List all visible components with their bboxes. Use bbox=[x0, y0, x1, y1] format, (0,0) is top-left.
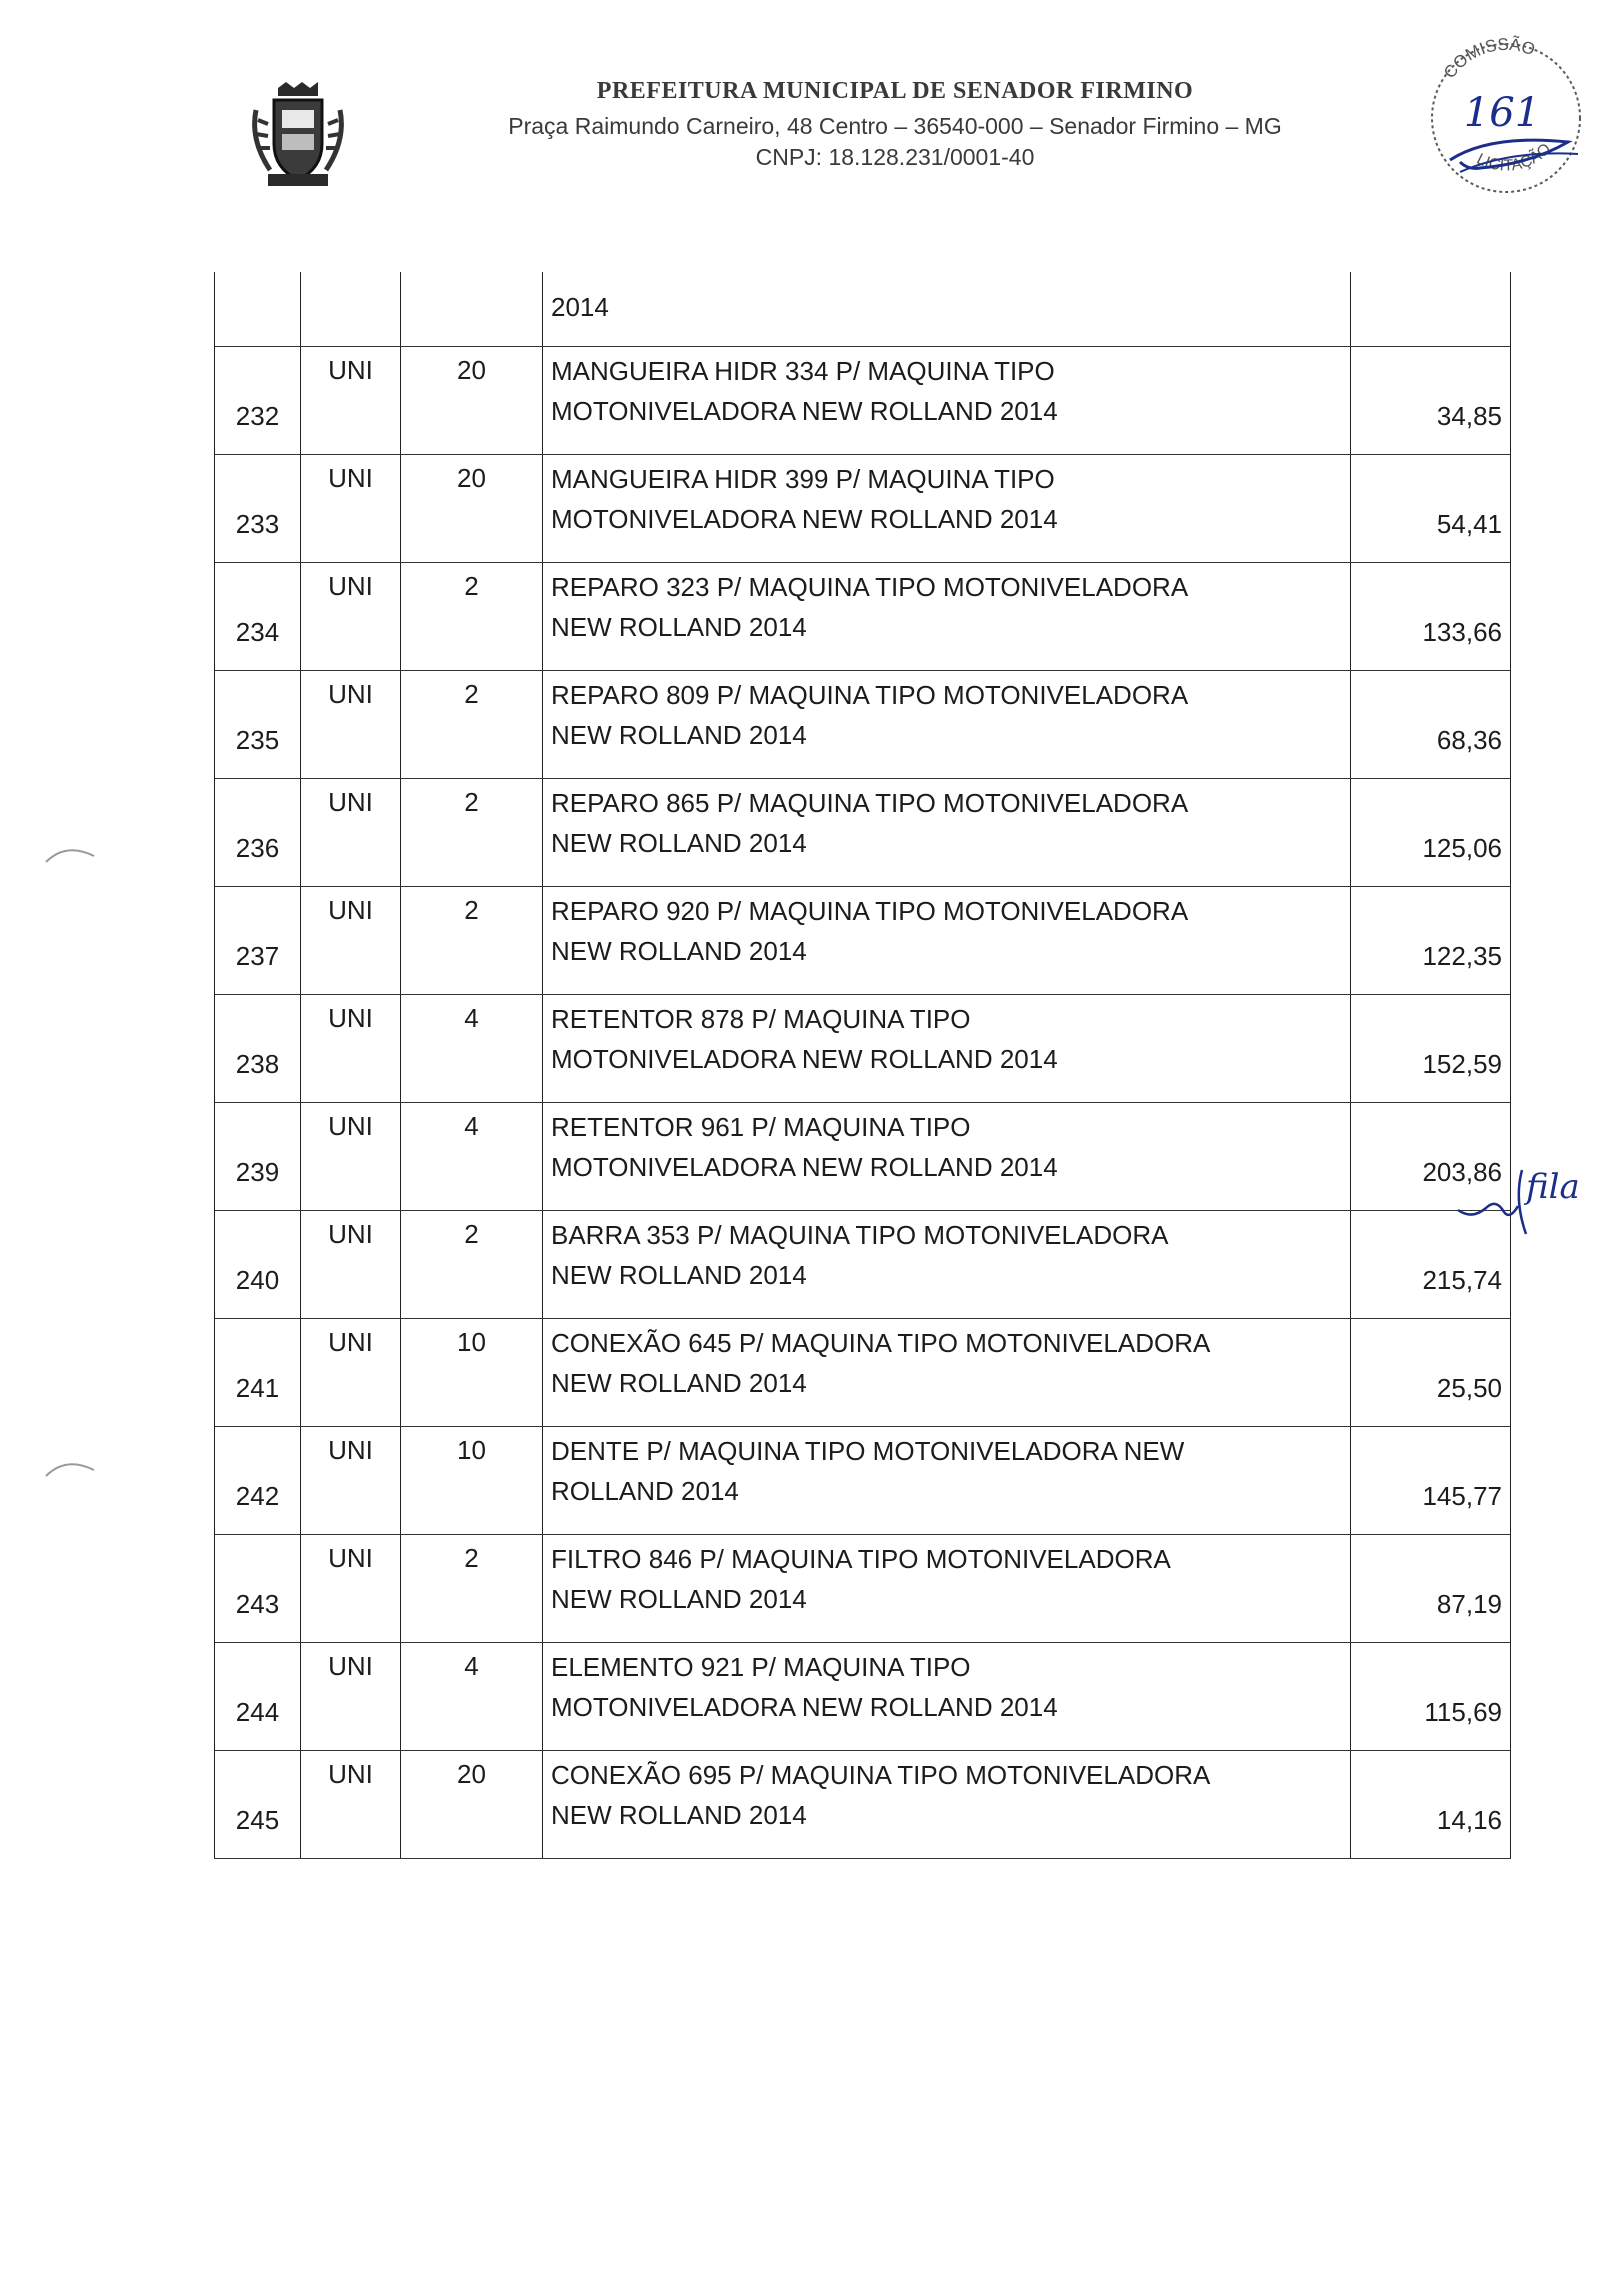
item-number-cell bbox=[215, 994, 301, 1102]
item-number: 241 bbox=[235, 1372, 280, 1403]
item-quantity: 4 bbox=[464, 1002, 479, 1033]
quantity-cell bbox=[401, 1318, 543, 1426]
unit-cell bbox=[301, 1642, 401, 1750]
quantity-cell bbox=[401, 1102, 543, 1210]
item-number: 238 bbox=[235, 1048, 280, 1079]
table-row bbox=[215, 886, 1511, 994]
item-number-cell bbox=[215, 346, 301, 454]
description-line: FILTRO 846 P/ MAQUINA TIPO MOTONIVELADORA bbox=[551, 1543, 1171, 1574]
quantity-cell bbox=[401, 562, 543, 670]
item-price: 152,59 bbox=[1422, 1048, 1502, 1079]
description-line: NEW ROLLAND 2014 bbox=[551, 827, 807, 858]
price-cell bbox=[1351, 1318, 1511, 1426]
unit-cell bbox=[301, 1318, 401, 1426]
item-number-cell bbox=[215, 778, 301, 886]
description-line: DENTE P/ MAQUINA TIPO MOTONIVELADORA NEW bbox=[551, 1435, 1185, 1466]
item-unit: UNI bbox=[328, 570, 373, 601]
description-line: MOTONIVELADORA NEW ROLLAND 2014 bbox=[551, 503, 1058, 534]
unit-cell bbox=[301, 1102, 401, 1210]
table-row bbox=[215, 1534, 1511, 1642]
description-cell bbox=[543, 778, 1351, 886]
item-price: 133,66 bbox=[1422, 616, 1502, 647]
price-cell bbox=[1351, 454, 1511, 562]
description-line: CONEXÃO 695 P/ MAQUINA TIPO MOTONIVELADORA bbox=[551, 1759, 1211, 1790]
table-row bbox=[215, 670, 1511, 778]
price-cell bbox=[1351, 1534, 1511, 1642]
organization-cnpj: CNPJ: 18.128.231/0001-40 bbox=[755, 144, 1035, 170]
item-number-cell bbox=[215, 1642, 301, 1750]
item-number-cell bbox=[215, 886, 301, 994]
item-number: 244 bbox=[235, 1696, 280, 1727]
description-cell bbox=[543, 1534, 1351, 1642]
item-unit: UNI bbox=[328, 1650, 373, 1681]
description-line: REPARO 920 P/ MAQUINA TIPO MOTONIVELADORA bbox=[551, 895, 1189, 926]
price-cell bbox=[1351, 670, 1511, 778]
unit-cell bbox=[301, 1426, 401, 1534]
item-quantity: 20 bbox=[457, 462, 486, 493]
price-cell bbox=[1351, 994, 1511, 1102]
table-row bbox=[215, 1210, 1511, 1318]
price-cell bbox=[1351, 886, 1511, 994]
item-unit: UNI bbox=[328, 1758, 373, 1789]
quantity-cell bbox=[401, 1210, 543, 1318]
quantity-cell bbox=[401, 1534, 543, 1642]
table-row bbox=[215, 272, 1511, 346]
description-cell bbox=[543, 1102, 1351, 1210]
unit-cell bbox=[301, 454, 401, 562]
quantity-cell bbox=[401, 886, 543, 994]
item-number: 234 bbox=[235, 616, 280, 647]
item-price: 25,50 bbox=[1436, 1372, 1502, 1403]
item-quantity: 2 bbox=[464, 786, 479, 817]
description-line: MANGUEIRA HIDR 399 P/ MAQUINA TIPO bbox=[551, 463, 1055, 494]
table-row bbox=[215, 1318, 1511, 1426]
table-row bbox=[215, 994, 1511, 1102]
item-number: 233 bbox=[235, 508, 280, 539]
quantity-cell bbox=[401, 1426, 543, 1534]
quantity-cell bbox=[401, 994, 543, 1102]
description-line: NEW ROLLAND 2014 bbox=[551, 1583, 807, 1614]
item-unit: UNI bbox=[328, 1110, 373, 1141]
item-price: 203,86 bbox=[1422, 1156, 1502, 1187]
table-row bbox=[215, 346, 1511, 454]
price-cell bbox=[1351, 1426, 1511, 1534]
table-row bbox=[215, 1750, 1511, 1858]
description-line: RETENTOR 961 P/ MAQUINA TIPO bbox=[551, 1111, 971, 1142]
price-cell bbox=[1351, 562, 1511, 670]
item-number-cell bbox=[215, 670, 301, 778]
item-unit: UNI bbox=[328, 1434, 373, 1465]
description-line: REPARO 865 P/ MAQUINA TIPO MOTONIVELADORA bbox=[551, 787, 1189, 818]
item-unit: UNI bbox=[328, 1542, 373, 1573]
table-row bbox=[215, 1426, 1511, 1534]
stamp-page-number: 161 bbox=[1463, 90, 1541, 136]
item-price: 145,77 bbox=[1422, 1480, 1502, 1511]
items-table bbox=[214, 272, 1511, 1859]
item-quantity: 2 bbox=[464, 894, 479, 925]
item-number: 232 bbox=[235, 400, 280, 431]
item-number-cell bbox=[215, 1426, 301, 1534]
description-line: MOTONIVELADORA NEW ROLLAND 2014 bbox=[551, 1691, 1058, 1722]
item-price: 87,19 bbox=[1436, 1588, 1502, 1619]
description-line: MOTONIVELADORA NEW ROLLAND 2014 bbox=[551, 1043, 1058, 1074]
item-quantity: 10 bbox=[457, 1326, 486, 1357]
item-unit: UNI bbox=[328, 786, 373, 817]
description-line: ROLLAND 2014 bbox=[551, 1475, 739, 1506]
description-line: BARRA 353 P/ MAQUINA TIPO MOTONIVELADORA bbox=[551, 1219, 1169, 1250]
description-line: MANGUEIRA HIDR 334 P/ MAQUINA TIPO bbox=[551, 355, 1055, 386]
quantity-cell bbox=[401, 670, 543, 778]
price-cell bbox=[1351, 1750, 1511, 1858]
item-price: 215,74 bbox=[1422, 1264, 1502, 1295]
description-cell bbox=[543, 1318, 1351, 1426]
stamp-text-top: COMISSÃO bbox=[1439, 34, 1538, 82]
item-number: 243 bbox=[235, 1588, 280, 1619]
description-line: NEW ROLLAND 2014 bbox=[551, 1799, 807, 1830]
description-cell bbox=[543, 1210, 1351, 1318]
document-header bbox=[0, 0, 1600, 220]
item-quantity: 2 bbox=[464, 1542, 479, 1573]
unit-cell bbox=[301, 272, 401, 346]
item-number: 242 bbox=[235, 1480, 280, 1511]
stamp-text-bottom: LICITAÇÃO bbox=[1473, 140, 1555, 175]
item-price: 122,35 bbox=[1422, 940, 1502, 971]
item-number-cell bbox=[215, 1210, 301, 1318]
unit-cell bbox=[301, 994, 401, 1102]
description-line: CONEXÃO 645 P/ MAQUINA TIPO MOTONIVELADORA bbox=[551, 1327, 1211, 1358]
price-cell bbox=[1351, 1642, 1511, 1750]
item-quantity: 2 bbox=[464, 678, 479, 709]
unit-cell bbox=[301, 670, 401, 778]
item-number-cell bbox=[215, 1102, 301, 1210]
quantity-cell bbox=[401, 346, 543, 454]
description-line: MOTONIVELADORA NEW ROLLAND 2014 bbox=[551, 1151, 1058, 1182]
continued-description: 2014 bbox=[551, 292, 609, 322]
description-line: NEW ROLLAND 2014 bbox=[551, 611, 807, 642]
description-cell bbox=[543, 994, 1351, 1102]
item-number-cell bbox=[215, 454, 301, 562]
header-text-block bbox=[360, 78, 1430, 173]
description-cell bbox=[543, 454, 1351, 562]
quantity-cell bbox=[401, 1750, 543, 1858]
item-number-cell bbox=[215, 562, 301, 670]
item-quantity: 10 bbox=[457, 1434, 486, 1465]
item-quantity: 20 bbox=[457, 354, 486, 385]
item-number-cell bbox=[215, 1534, 301, 1642]
item-quantity: 2 bbox=[464, 1218, 479, 1249]
unit-cell bbox=[301, 346, 401, 454]
unit-cell bbox=[301, 886, 401, 994]
description-cell bbox=[543, 1642, 1351, 1750]
item-unit: UNI bbox=[328, 1326, 373, 1357]
unit-cell bbox=[301, 1750, 401, 1858]
handwritten-initial bbox=[1452, 1150, 1600, 1240]
item-number: 236 bbox=[235, 832, 280, 863]
item-number: 240 bbox=[235, 1264, 280, 1295]
item-price: 125,06 bbox=[1422, 832, 1502, 863]
description-line: NEW ROLLAND 2014 bbox=[551, 719, 807, 750]
item-quantity: 20 bbox=[457, 1758, 486, 1789]
item-number-cell bbox=[215, 272, 301, 346]
item-price: 115,69 bbox=[1424, 1696, 1502, 1727]
description-line: REPARO 323 P/ MAQUINA TIPO MOTONIVELADORA bbox=[551, 571, 1189, 602]
municipal-crest-icon bbox=[248, 80, 348, 190]
commission-stamp bbox=[1420, 22, 1590, 202]
table-row bbox=[215, 778, 1511, 886]
unit-cell bbox=[301, 1210, 401, 1318]
quantity-cell bbox=[401, 778, 543, 886]
table-row bbox=[215, 1102, 1511, 1210]
price-cell bbox=[1351, 272, 1511, 346]
item-price: 54,41 bbox=[1436, 508, 1502, 539]
table-row bbox=[215, 1642, 1511, 1750]
description-line: ELEMENTO 921 P/ MAQUINA TIPO bbox=[551, 1651, 971, 1682]
quantity-cell bbox=[401, 272, 543, 346]
scan-mark-icon bbox=[42, 838, 102, 868]
organization-name: PREFEITURA MUNICIPAL DE SENADOR FIRMINO bbox=[596, 78, 1194, 104]
description-cell bbox=[543, 272, 1351, 346]
unit-cell bbox=[301, 778, 401, 886]
description-cell bbox=[543, 670, 1351, 778]
unit-cell bbox=[301, 562, 401, 670]
description-cell bbox=[543, 562, 1351, 670]
description-cell bbox=[543, 886, 1351, 994]
description-line: NEW ROLLAND 2014 bbox=[551, 1259, 807, 1290]
item-unit: UNI bbox=[328, 354, 373, 385]
handwritten-text: fila bbox=[1526, 1167, 1580, 1207]
item-unit: UNI bbox=[328, 894, 373, 925]
table-row bbox=[215, 562, 1511, 670]
price-cell bbox=[1351, 778, 1511, 886]
description-line: NEW ROLLAND 2014 bbox=[551, 935, 807, 966]
item-price: 14,16 bbox=[1436, 1804, 1502, 1835]
quantity-cell bbox=[401, 1642, 543, 1750]
item-unit: UNI bbox=[328, 1218, 373, 1249]
item-number: 237 bbox=[235, 940, 280, 971]
price-cell bbox=[1351, 346, 1511, 454]
item-number-cell bbox=[215, 1750, 301, 1858]
description-cell bbox=[543, 1426, 1351, 1534]
description-line: RETENTOR 878 P/ MAQUINA TIPO bbox=[551, 1003, 971, 1034]
item-number-cell bbox=[215, 1318, 301, 1426]
description-line: MOTONIVELADORA NEW ROLLAND 2014 bbox=[551, 395, 1058, 426]
scan-mark-icon bbox=[42, 1452, 102, 1482]
item-number: 235 bbox=[235, 724, 280, 755]
description-cell bbox=[543, 1750, 1351, 1858]
table-row bbox=[215, 454, 1511, 562]
item-number: 239 bbox=[235, 1156, 280, 1187]
unit-cell bbox=[301, 1534, 401, 1642]
description-cell bbox=[543, 346, 1351, 454]
organization-address: Praça Raimundo Carneiro, 48 Centro – 36540-000 – Senador Firmino – MG bbox=[508, 113, 1282, 139]
item-quantity: 2 bbox=[464, 570, 479, 601]
item-unit: UNI bbox=[328, 678, 373, 709]
item-unit: UNI bbox=[328, 462, 373, 493]
quantity-cell bbox=[401, 454, 543, 562]
item-quantity: 4 bbox=[464, 1110, 479, 1141]
item-price: 68,36 bbox=[1436, 724, 1502, 755]
item-unit: UNI bbox=[328, 1002, 373, 1033]
description-line: NEW ROLLAND 2014 bbox=[551, 1367, 807, 1398]
description-line: REPARO 809 P/ MAQUINA TIPO MOTONIVELADORA bbox=[551, 679, 1189, 710]
item-price: 34,85 bbox=[1436, 400, 1502, 431]
svg-text:COMISSÃO bbox=[1440, 35, 1538, 82]
item-number: 245 bbox=[235, 1804, 280, 1835]
item-quantity: 4 bbox=[464, 1650, 479, 1681]
